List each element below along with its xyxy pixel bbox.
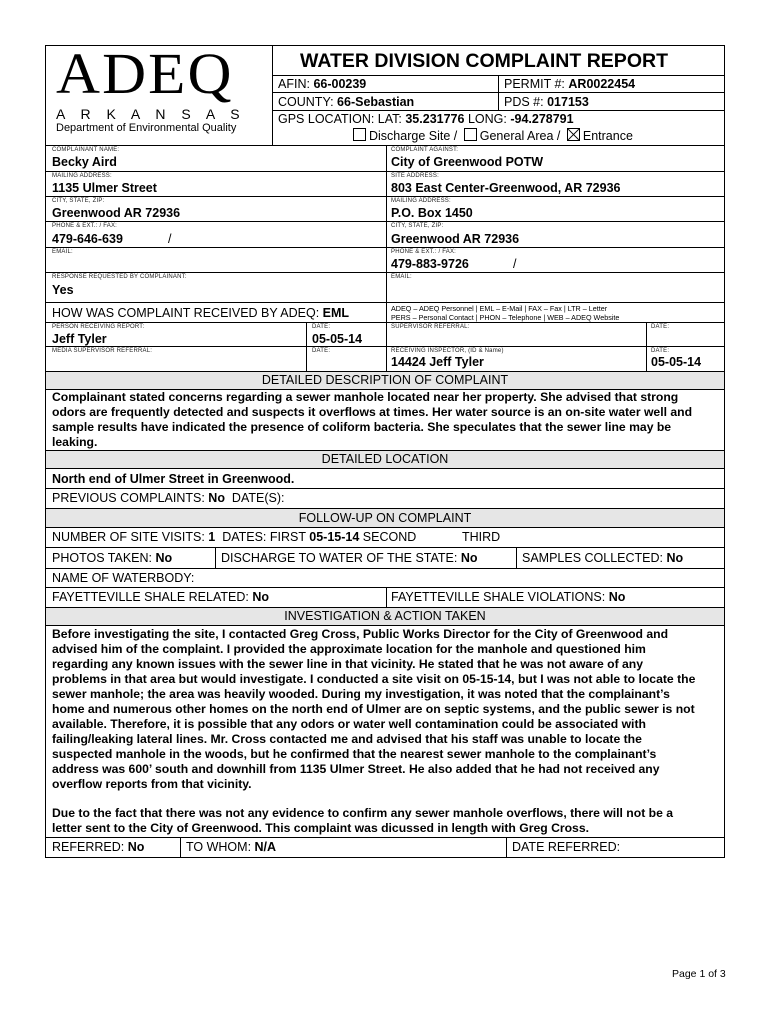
against-name: City of Greenwood POTW — [391, 155, 544, 169]
response-value: Yes — [52, 283, 74, 297]
response-label: RESPONSE REQUESTED BY COMPLAINANT: — [52, 274, 187, 280]
media-supervisor-label: MEDIA SUPERVISOR REFERRAL: — [52, 348, 153, 354]
samples-collected: SAMPLES COLLECTED: No — [522, 551, 684, 565]
supervisor-date-label: DATE: — [651, 324, 670, 330]
supervisor-referral-label: SUPERVISOR REFERRAL: — [391, 324, 470, 330]
permit-field: PERMIT #: AR0022454 — [504, 77, 636, 91]
logo-wordmark: ADEQ — [56, 41, 234, 106]
entrance-checkbox[interactable] — [567, 128, 580, 141]
complainant-city-label: CITY, STATE, ZIP: — [52, 198, 105, 204]
complainant-city: Greenwood AR 72936 — [52, 206, 181, 220]
inspector-label: RECEIVING INSPECTOR, (ID & Name) — [391, 348, 504, 354]
to-whom-field: TO WHOM: N/A — [186, 840, 277, 854]
afin-field: AFIN: 66-00239 — [278, 77, 367, 91]
waterbody-label: NAME OF WATERBODY: — [52, 571, 195, 585]
gps-field: GPS LOCATION: LAT: 35.231776 LONG: -94.278791 — [278, 112, 574, 126]
person-receiving-label: PERSON RECEIVING REPORT: — [52, 324, 145, 330]
pds-field: PDS #: 017153 — [504, 95, 589, 109]
received-date-label: DATE: — [312, 324, 331, 330]
against-email-label: EMAIL: — [391, 274, 412, 280]
date-referred-label: DATE REFERRED: — [512, 840, 621, 854]
investigation-heading: INVESTIGATION & ACTION TAKEN — [46, 608, 724, 625]
logo-state: A R K A N S A S — [56, 106, 246, 122]
received-method: HOW WAS COMPLAINT RECEIVED BY ADEQ: EML — [52, 306, 350, 320]
complainant-mail-label: MAILING ADDRESS: — [52, 173, 112, 179]
complainant-phone-label: PHONE & EXT.: / FAX: — [52, 223, 118, 229]
followup-heading: FOLLOW-UP ON COMPLAINT — [46, 509, 724, 527]
discharge-to-water: DISCHARGE TO WATER OF THE STATE: No — [221, 551, 478, 565]
against-city: Greenwood AR 72936 — [391, 232, 520, 246]
against-mail: P.O. Box 1450 — [391, 206, 473, 220]
location-text: North end of Ulmer Street in Greenwood. — [52, 472, 295, 486]
inspector-value: 14424 Jeff Tyler — [391, 355, 484, 369]
site-visits: NUMBER OF SITE VISITS: 1 DATES: FIRST 05-15-14 SECOND — [52, 530, 417, 544]
report-title: WATER DIVISION COMPLAINT REPORT — [300, 50, 668, 72]
method-legend: ADEQ – ADEQ Personnel | EML – E-Mail | FAX – Fax | LTR – Letter PERS – Personal Contact | PHON – Telephone | WEB – ADEQ Website — [391, 304, 620, 322]
against-label: COMPLAINT AGAINST: — [391, 147, 459, 153]
complainant-email-label: EMAIL: — [52, 249, 73, 255]
description-text: Complainant stated concerns regarding a sewer manhole located near her property. She advised that strong odors are frequently detected and suspects it overflows at times. Her water source is an on-site water well and sample results have indicated the presence of coliform bacteria. She speculates that the sewer line may be leaking. — [52, 390, 693, 449]
location-heading: DETAILED LOCATION — [46, 451, 724, 468]
logo-department: Department of Environmental Quality — [56, 122, 237, 134]
photos-taken: PHOTOS TAKEN: No — [52, 551, 173, 565]
investigation-text: Before investigating the site, I contacted Greg Cross, Public Works Director for the City of Greenwood and advised him of the complaint. I provided the approximate location for the manhole and questioned him regarding any known issues with the sewer line in that vicinity. He stated that he was not aware of any problems in that area but would investigate. I conducted a site visit on 05-15-14, but I was not able to locate the sewer manhole; the area was heavily wooded. During my investigation, it was noted that the complainant’s home and numerous other homes on the north end of Ulmer are on septic systems, and the public sewer is not available. Therefore, it is possible that any odors or water well contamination could be associated with failing/leaking lateral lines. Mr. Cross contacted me and advised that his staff was unable to locate the suspected manhole in the woods, but he confirmed that the nearest sewer manhole to the complainant’s address was 600’ south and downhill from 1135 Ulmer Street. He also added that he had not received any overflow reports from that vicinity. — [52, 627, 696, 791]
site-address: 803 East Center-Greenwood, AR 72936 — [391, 181, 621, 195]
site-address-label: SITE ADDRESS: — [391, 173, 439, 179]
received-date: 05-05-14 — [312, 332, 363, 346]
investigation-conclusion: Due to the fact that there was not any evidence to confirm any sewer manhole overflows, there will not be a letter sent to the City of Greenwood. This complaint was dicussed in length with Greg Cross. — [52, 806, 674, 835]
third-visit-label: THIRD — [462, 530, 501, 544]
against-phone-label: PHONE & EXT.: / FAX: — [391, 249, 457, 255]
complainant-phone: 479-646-639 — [52, 232, 123, 246]
page-number: Page 1 of 3 — [672, 968, 726, 980]
description-heading: DETAILED DESCRIPTION OF COMPLAINT — [46, 372, 724, 389]
complainant-phone-slash: / — [168, 232, 172, 246]
discharge-site-checkbox[interactable] — [353, 128, 366, 141]
county-field: COUNTY: 66-Sebastian — [278, 95, 415, 109]
complainant-name-label: COMPLAINANT NAME: — [52, 147, 120, 153]
site-type-options: Discharge Site / General Area / Entrance — [350, 128, 633, 143]
inspector-date: 05-05-14 — [651, 355, 702, 369]
against-phone-slash: / — [513, 257, 517, 271]
inspector-date-label: DATE: — [651, 348, 670, 354]
complainant-name: Becky Aird — [52, 155, 117, 169]
against-city-label: CITY, STATE, ZIP: — [391, 223, 444, 229]
complainant-mail: 1135 Ulmer Street — [52, 181, 157, 195]
referred-field: REFERRED: No — [52, 840, 145, 854]
against-phone: 479-883-9726 — [391, 257, 469, 271]
general-area-checkbox[interactable] — [464, 128, 477, 141]
fayetteville-violations: FAYETTEVILLE SHALE VIOLATIONS: No — [391, 590, 626, 604]
media-date-label: DATE: — [312, 348, 331, 354]
person-receiving: Jeff Tyler — [52, 332, 107, 346]
against-mail-label: MAILING ADDRESS: — [391, 198, 451, 204]
fayetteville-related: FAYETTEVILLE SHALE RELATED: No — [52, 590, 269, 604]
previous-complaints: PREVIOUS COMPLAINTS: No DATE(S): — [52, 491, 285, 505]
